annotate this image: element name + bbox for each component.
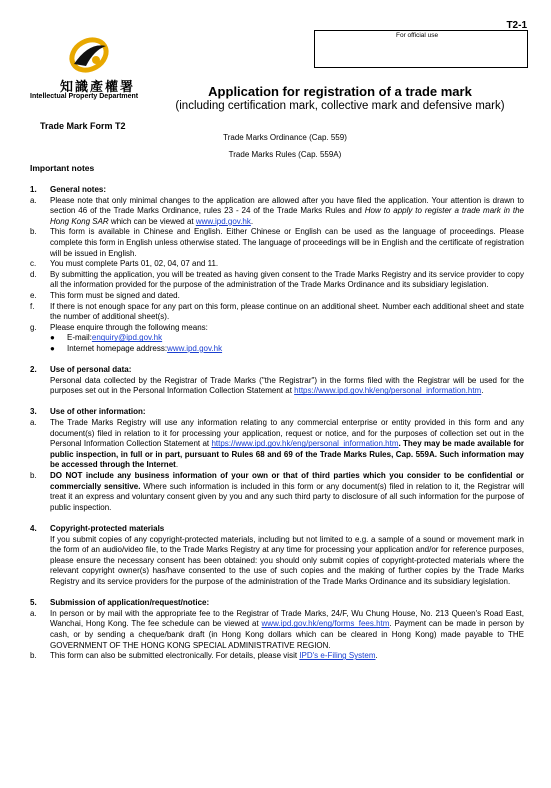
section-title: Use of other information:: [50, 407, 146, 417]
section-number: 1.: [30, 185, 37, 194]
pics-link[interactable]: https://www.ipd.gov.hk/eng/personal_information.htm: [294, 386, 482, 396]
item-label: d.: [30, 269, 37, 279]
note-3b: DO NOT include any business information of your own or that of third parties which you consider to be confidential or commercially sensitive. Where such information is included in this form or any document(s) filed in relation to it, the Registrar will treat it an express and voluntary consent given by you and any such third party to disclosure of all such information for the purpose of public inspection.: [50, 471, 524, 512]
note-5b: This form can also be submitted electronically. For details, please visit IPD's e-Filing System.: [50, 651, 378, 661]
section-number: 4.: [30, 524, 37, 533]
section-number: 2.: [30, 365, 37, 375]
note-3a: The Trade Marks Registry will use any information relating to any commercial enterprise or entity provided in this form and any document(s) filed in relation to it for processing your application, request or notice, and for the purposes of collection set out in the Personal Information Collection Statement at https://www.ipd.gov.hk/eng/personal_information.htm. They may be made available for public inspection, in full or in part, pursuant to Rules 68 and 69 of the Trade Marks Rules, Cap. 559A. Such information may be accessed through the Internet.: [50, 418, 524, 470]
copyright-text: If you submit copies of any copyright-protected materials, including but not limited to e.g. a sample of a sound or movement mark in the form of an audio/video file, to the Trade Marks Registry at any time for processing your application and/or for reference purposes, please ensure the necessary consent has been obtained: you should only submit copies of copyright-protected materials where the relevant copyright owner(s) has/have consented to the use of such copies and the making of further copies by the Trade Marks Registry and its service providers for the purpose of the administration of the Trade Marks Ordinance and its subsidiary legislation.: [50, 534, 524, 586]
note-1e: This form must be signed and dated.: [50, 290, 180, 300]
item-label: e.: [30, 290, 37, 300]
section-other-information: [30, 407, 524, 513]
section-general-notes: [30, 185, 524, 355]
item-label: c.: [30, 259, 37, 269]
homepage-link[interactable]: www.ipd.gov.hk: [167, 343, 223, 353]
note-1d: By submitting the application, you will be treated as having given consent to the Trade Marks Registry and its service provider to copy all the information provided for the purpose of the administration of the Trade Marks Ordinance and its subsidiary legislation.: [50, 269, 524, 290]
item-label: b.: [30, 227, 37, 237]
ipd-website-link[interactable]: www.ipd.gov.hk: [195, 216, 251, 226]
form-name: Trade Mark Form T2: [40, 121, 126, 131]
ipd-logo: [30, 36, 155, 106]
item-label: a.: [30, 195, 37, 205]
item-label: b.: [30, 651, 37, 661]
ipd-emblem-icon: [64, 36, 114, 74]
section-title: Copyright-protected materials: [50, 524, 165, 533]
section-submission: [30, 598, 524, 662]
notes-heading: Important notes: [30, 163, 95, 173]
ordinance-ref: Trade Marks Ordinance (Cap. 559): [223, 133, 347, 142]
form-code: T2-1: [506, 20, 527, 31]
note-5a: In person or by mail with the appropriate fee to the Registrar of Trade Marks, 24/F, Wu Chung House, No. 213 Queen's Road East, Wanchai, Hong Kong. The fee schedule can be viewed at www.ipd.gov.hk/eng/forms_fees.htm. Payment can be made in person by cash, or by sending a cheque/bank draft (in Hong Kong dollars which can be cleared in Hong Kong) made payable to THE GOVERNMENT OF THE HONG KONG SPECIAL ADMINISTRATIVE REGION.: [50, 608, 524, 650]
note-1b: This form is available in Chinese and English. Either Chinese or English can be used as the language of proceedings. Please complete this form in English unless otherwise stated. The language of proceedings will be in English and the certificate of registration will be issued in English.: [50, 227, 524, 258]
section-number: 3.: [30, 407, 37, 417]
rules-ref: Trade Marks Rules (Cap. 559A): [228, 150, 342, 159]
note-1g: Please enquire through the following means:: [50, 322, 208, 332]
section-personal-data: [30, 365, 524, 397]
item-label: a.: [30, 608, 37, 618]
pics-link[interactable]: https://www.ipd.gov.hk/eng/personal_information.htm: [211, 439, 399, 449]
section-title: Use of personal data:: [50, 365, 132, 375]
bullet-icon: ●: [50, 343, 55, 353]
email-item: ● E-mail: enquiry@ipd.gov.hk: [50, 333, 163, 343]
note-1a: Please note that only minimal changes to the application are allowed after you have filed the application. Your attention is drawn to section 46 of the Trade Marks Ordinance, rules 23 - 24 of the Trade Marks Rules and How to apply to register a trade mark in the Hong Kong SAR which can be viewed at www.ipd.gov.hk.: [50, 195, 524, 226]
email-link[interactable]: enquiry@ipd.gov.hk: [91, 333, 163, 343]
note-1f: If there is not enough space for any part on this form, please continue on an additional sheet. Number each additional sheet and state the number of additional sheet(s).: [50, 301, 524, 322]
section-title: Submission of application/request/notice:: [50, 598, 210, 608]
efiling-link[interactable]: IPD's e-Filing System: [299, 651, 376, 661]
item-label: g.: [30, 322, 37, 332]
official-use-label: For official use: [396, 32, 439, 39]
page-subtitle: (including certification mark, collective mark and defensive mark): [175, 100, 505, 112]
org-name-english: Intellectual Property Department: [30, 93, 139, 100]
section-number: 5.: [30, 598, 37, 608]
org-name-chinese: 知識產權署: [60, 80, 136, 95]
item-label: a.: [30, 418, 37, 428]
homepage-item: ● Internet homepage address: www.ipd.gov.hk: [50, 343, 223, 353]
fees-link[interactable]: www.ipd.gov.hk/eng/forms_fees.htm: [261, 619, 390, 629]
page-title: Application for registration of a trade mark: [208, 84, 472, 99]
bullet-icon: ●: [50, 333, 55, 343]
personal-data-text: Personal data collected by the Registrar of Trade Marks ("the Registrar") in the forms filed with the Registrar will be used for the purposes set out in the Personal Information Collection Statement at https://www.ipd.gov.hk/eng/personal_information.htm.: [50, 375, 524, 396]
item-label: b.: [30, 471, 37, 481]
important-notes: [30, 185, 524, 672]
note-1c: You must complete Parts 01, 02, 04, 07 and 11.: [50, 259, 219, 269]
official-use-box: [314, 30, 528, 68]
item-label: f.: [30, 301, 35, 311]
section-title: General notes:: [50, 185, 107, 194]
section-copyright: [30, 524, 524, 588]
